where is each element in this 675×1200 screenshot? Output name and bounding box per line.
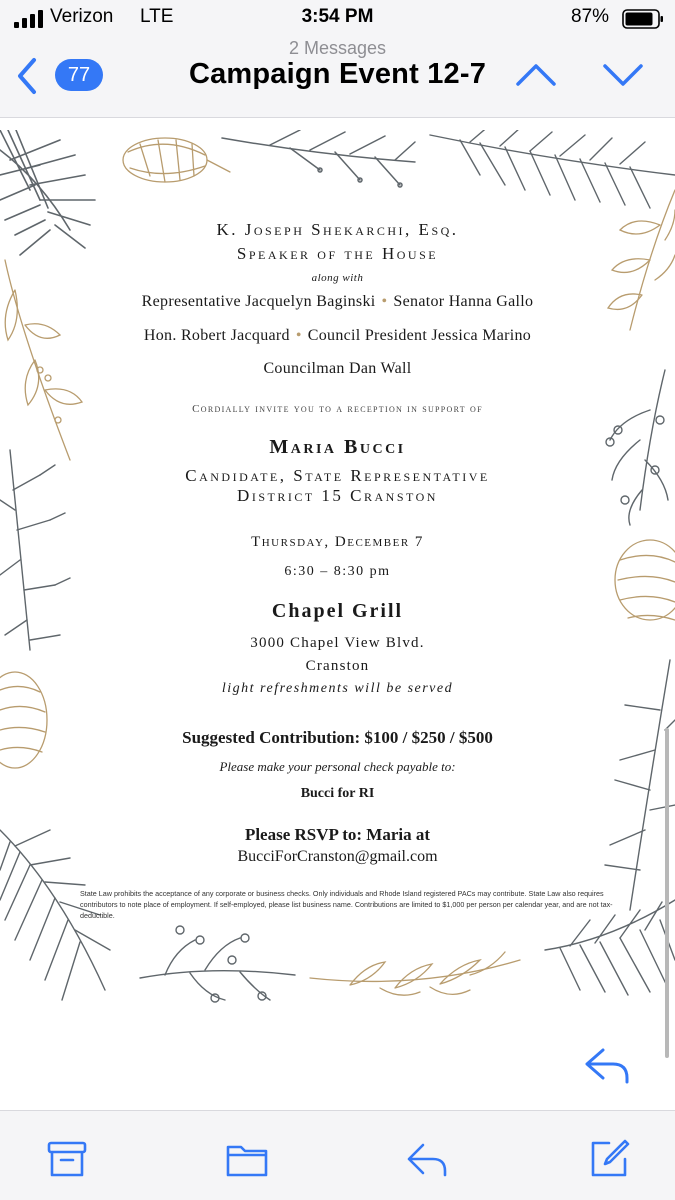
reply-icon [587,1050,627,1082]
co-host-name: Hon. Robert Jacquard [143,327,290,344]
status-bar [0,0,675,38]
chevron-up-icon [518,66,554,84]
along-with-label: along with [311,272,364,284]
archive-button[interactable] [45,1137,89,1181]
separator-dot: • [381,293,388,310]
email-body[interactable] [0,118,675,1110]
suggested-contribution: Suggested Contribution: $100 / $250 / $500 [182,728,493,747]
move-to-folder-button[interactable] [225,1137,269,1181]
invitation-line: Cordially invite you to a reception in support of [192,403,483,415]
co-host-name: Senator Hanna Gallo [393,293,534,310]
host-title: Speaker of the House [236,244,439,263]
battery-percentage: 87% [571,6,610,27]
chevron-down-icon [605,66,641,84]
compose-icon [593,1141,628,1175]
invitation-image [0,130,675,1010]
reply-button[interactable] [405,1137,449,1181]
leaf-sprig-illustration [310,952,520,995]
message-count: 2 Messages [288,38,387,58]
email-subject: Campaign Event 12-7 [188,58,487,90]
co-hosts-line-1 [0,293,675,311]
inline-reply-button[interactable] [583,1044,631,1088]
next-message-button[interactable] [600,60,646,90]
rsvp-line: Please RSVP to: Maria at [244,825,431,844]
venue-city: Cranston [305,658,370,674]
message-header [0,38,675,118]
legal-disclaimer: State Law prohibits the acceptance of any corporate or business checks. Only individuals and Rhode Island registered PACs may contribute. State Law also requires contributors to note place of employment. If self-employed, please list business name. Contributions are limited to $1,000 per person per calendar year, and are not tax-deductible. [80,889,613,920]
co-host-name: Councilman Dan Wall [263,360,412,377]
check-payee: Bucci for RI [300,786,375,801]
twig-illustration [222,130,415,187]
battery-icon [622,9,664,29]
candidate-district: District 15 Cranston [237,486,438,505]
previous-message-button[interactable] [513,60,559,90]
refreshments-note: light refreshments will be served [221,681,454,696]
co-host-name: Representative Jacquelyn Baginski [141,293,376,310]
unread-count-badge[interactable]: 77 [55,59,103,91]
event-date: Thursday, December 7 [251,534,424,550]
separator-dot: • [295,327,302,344]
co-hosts-line-2 [0,327,675,345]
status-time: 3:54 PM [301,6,374,27]
venue-address: 3000 Chapel View Blvd. [250,635,425,651]
network-type: LTE [140,6,174,27]
check-payable-note: Please make your personal check payable to: [219,759,456,774]
event-time: 6:30 – 8:30 pm [284,564,391,579]
venue-name: Chapel Grill [271,600,404,622]
scroll-indicator[interactable] [665,728,669,1058]
folder-icon [228,1147,266,1175]
pine-cone-illustration [123,138,230,182]
reply-icon [409,1145,445,1175]
mistletoe-illustration [140,926,295,1002]
co-host-name: Council President Jessica Marino [307,327,532,344]
host-name: K. Joseph Shekarchi, Esq. [216,220,459,239]
pine-branch-illustration [430,130,675,208]
rsvp-email[interactable]: BucciForCranston@gmail.com [237,848,438,865]
candidate-name: Maria Bucci [269,436,406,458]
bottom-toolbar [0,1110,675,1200]
archive-icon [49,1143,85,1175]
compose-button[interactable] [587,1137,631,1181]
carrier-name: Verizon [50,6,114,27]
candidate-title: Candidate, State Representative [185,466,490,485]
